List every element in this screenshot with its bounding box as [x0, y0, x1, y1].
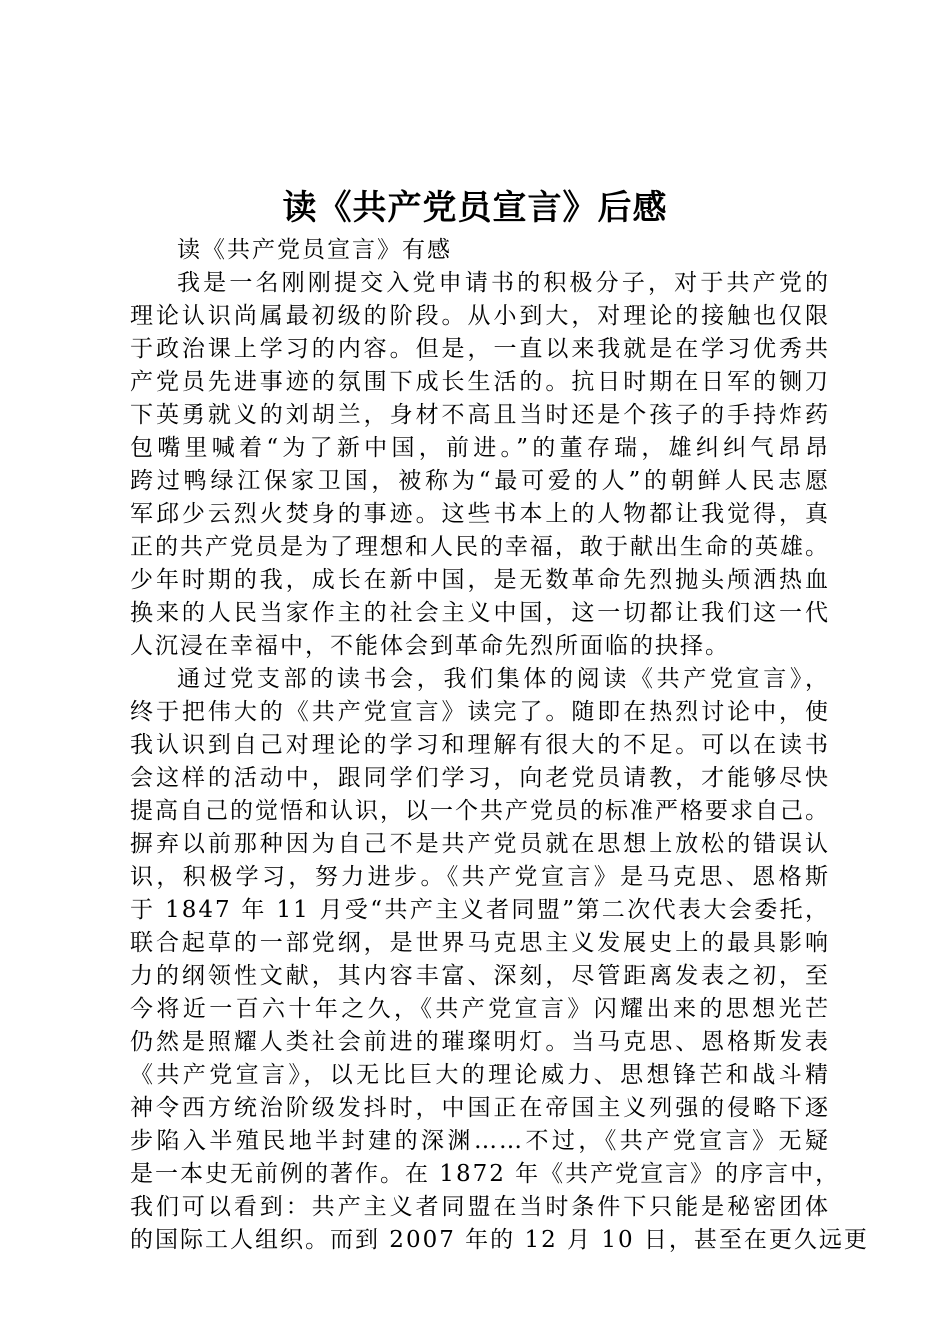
- text-line: 神令西方统治阶级发抖时，中国正在帝国主义列强的侵略下逐: [130, 1095, 830, 1121]
- text-line: 读《共产党员宣言》有感: [177, 237, 452, 263]
- text-line: 军邱少云烈火焚身的事迹。这些书本上的人物都让我觉得，真: [130, 501, 830, 527]
- text-line: 今将近一百六十年之久，《共产党宣言》闪耀出来的思想光芒: [130, 996, 830, 1022]
- text-line: 力的纲领性文献，其内容丰富、深刻，尽管距离发表之初，至: [130, 963, 830, 989]
- text-line: 我认识到自己对理论的学习和理解有很大的不足。可以在读书: [130, 732, 830, 758]
- text-line: 少年时期的我，成长在新中国，是无数革命先烈抛头颅洒热血: [130, 567, 830, 593]
- text-line: 联合起草的一部党纲，是世界马克思主义发展史上的最具影响: [130, 930, 830, 956]
- text-line: 我们可以看到：共产主义者同盟在当时条件下只能是秘密团体: [130, 1194, 830, 1220]
- text-line: 于政治课上学习的内容。但是，一直以来我就是在学习优秀共: [130, 336, 830, 362]
- text-line: 识，积极学习，努力进步。《共产党宣言》是马克思、恩格斯: [130, 864, 830, 890]
- text-line: 产党员先进事迹的氛围下成长生活的。抗日时期在日军的铡刀: [130, 369, 830, 395]
- text-line: 包嘴里喊着“为了新中国，前进。”的董存瑞，雄纠纠气昂昂: [130, 435, 830, 461]
- text-line: 仍然是照耀人类社会前进的璀璨明灯。当马克思、恩格斯发表: [130, 1029, 830, 1055]
- document-title: 读《共产党员宣言》后感: [282, 188, 668, 228]
- text-line: 跨过鸭绿江保家卫国，被称为“最可爱的人”的朝鲜人民志愿: [130, 468, 830, 494]
- text-line: 摒弃以前那种因为自己不是共产党员就在思想上放松的错误认: [130, 831, 830, 857]
- text-line: 理论认识尚属最初级的阶段。从小到大，对理论的接触也仅限: [130, 303, 830, 329]
- text-line: 会这样的活动中，跟同学们学习，向老党员请教，才能够尽快: [130, 765, 830, 791]
- text-line: 终于把伟大的《共产党宣言》读完了。随即在热烈讨论中，使: [130, 699, 830, 725]
- text-line: 是一本史无前例的著作。在 1872 年《共产党宣言》的序言中，: [130, 1161, 841, 1187]
- text-line: 于 1847 年 11 月受“共产主义者同盟”第二次代表大会委托，: [130, 897, 830, 923]
- text-line: 正的共产党员是为了理想和人民的幸福，敢于献出生命的英雄。: [130, 534, 830, 560]
- document-body: [130, 234, 869, 1257]
- text-line: 下英勇就义的刘胡兰，身材不高且当时还是个孩子的手持炸药: [130, 402, 830, 428]
- text-line: 通过党支部的读书会，我们集体的阅读《共产党宣言》，: [177, 666, 830, 692]
- text-line: 换来的人民当家作主的社会主义中国，这一切都让我们这一代: [130, 600, 830, 626]
- text-line: 步陷入半殖民地半封建的深渊……不过，《共产党宣言》无疑: [130, 1128, 830, 1154]
- text-line: 的国际工人组织。而到 2007 年的 12 月 10 日，甚至在更久远更: [130, 1227, 869, 1253]
- text-line: 人沉浸在幸福中，不能体会到革命先烈所面临的抉择。: [130, 633, 730, 659]
- text-line: 我是一名刚刚提交入党申请书的积极分子，对于共产党的: [177, 270, 830, 296]
- text-line: 提高自己的觉悟和认识，以一个共产党员的标准严格要求自己。: [130, 798, 830, 824]
- text-line: 《共产党宣言》，以无比巨大的理论威力、思想锋芒和战斗精: [130, 1062, 830, 1088]
